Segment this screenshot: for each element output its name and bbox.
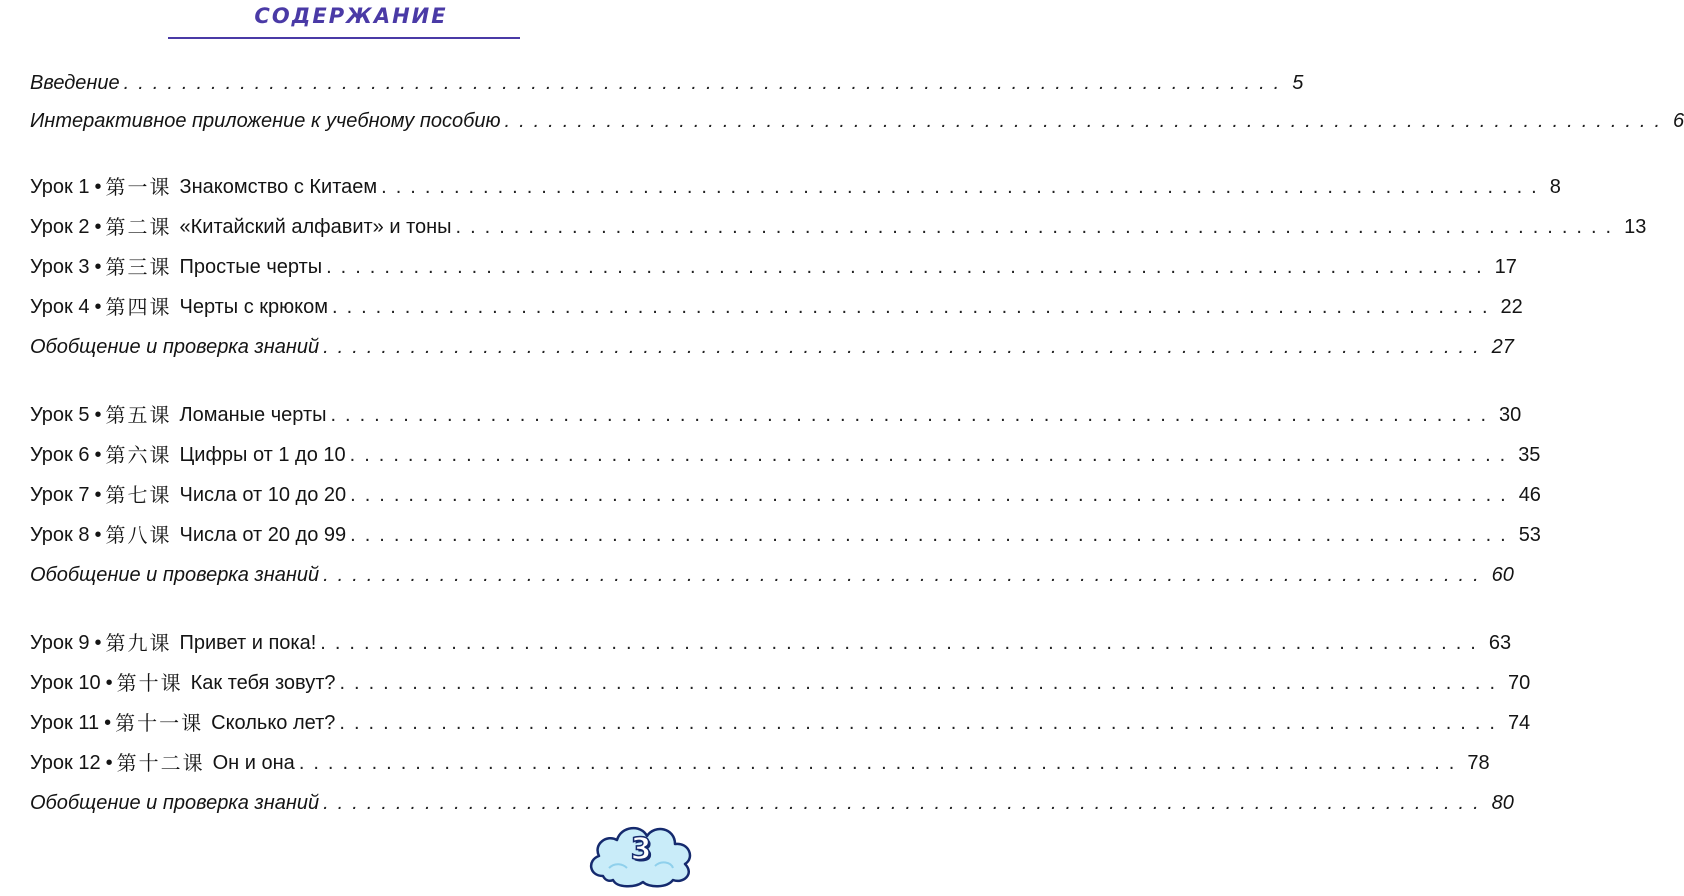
bullet-separator: • [105,672,113,694]
page-number: 78 [1467,752,1490,774]
chinese-title: 第十课 [116,671,183,695]
dot-leader: ................................................................................ [339,712,1504,734]
dot-leader: ................................................................................ [330,404,1496,426]
bullet-separator: • [94,404,102,426]
dot-leader: ................................................................................ [298,752,1464,774]
dot-leader: ................................................................................ [323,336,1488,358]
dot-leader: ................................................................................ [350,484,1515,506]
lesson-title: Сколько лет? [211,712,336,734]
page-number: 70 [1508,672,1531,694]
entry-label: Обобщение и проверка знаний [30,336,320,358]
toc-entry-lesson-1[interactable] [30,172,1561,202]
dot-leader: ................................................................................ [323,564,1488,586]
chinese-title: 第三课 [105,255,172,279]
lesson-number: Урок 10 [30,672,101,694]
dot-leader: ................................................................................ [350,524,1515,546]
page-number: 63 [1488,632,1512,654]
bullet-separator: • [105,752,113,774]
toc-entry-intro[interactable] [30,68,1304,98]
lesson-number: Урок 4 [30,296,90,318]
toc-entry-lesson-4[interactable] [30,292,1523,322]
entry-label: Обобщение и проверка знаний [30,792,320,814]
bullet-separator: • [94,176,102,198]
page-number: 8 [1549,176,1561,198]
page-number: 35 [1518,444,1541,466]
page-number: 46 [1518,484,1541,506]
lesson-title: Привет и пока! [179,632,317,654]
lesson-title: Он и она [212,752,295,774]
lesson-number: Урок 6 [30,444,90,466]
bullet-separator: • [94,632,102,654]
bullet-separator: • [94,444,102,466]
dot-leader: ................................................................................ [323,792,1488,814]
toc-entry-lesson-9[interactable] [30,628,1512,658]
dot-leader: ................................................................................ [381,176,1546,198]
page-number: 60 [1491,564,1514,586]
page-number: 17 [1494,256,1517,278]
lesson-number: Урок 12 [30,752,101,774]
dot-leader: ................................................................................ [320,632,1485,654]
toc-entry-lesson-8[interactable] [30,520,1541,550]
chinese-title: 第十一课 [115,711,204,735]
lesson-number: Урок 3 [30,256,90,278]
chinese-title: 第七课 [105,483,172,507]
toc-entry-review-3[interactable] [30,788,1514,818]
lesson-number: Урок 11 [30,712,100,734]
bullet-separator: • [94,524,102,546]
page-number: 80 [1491,792,1514,814]
toc-entry-lesson-7[interactable] [30,480,1541,510]
entry-label: Интерактивное приложение к учебному пособию [30,110,501,132]
bullet-separator: • [94,296,102,318]
lesson-number: Урок 1 [30,176,90,198]
toc-entry-lesson-10[interactable] [30,668,1531,698]
toc-entry-app[interactable] [30,106,1684,136]
dot-leader: ................................................................................ [332,296,1497,318]
chinese-title: 第九课 [105,631,172,655]
page-title: СОДЕРЖАНИЕ [254,4,448,28]
lesson-number: Урок 5 [30,404,90,426]
toc-entry-lesson-3[interactable] [30,252,1517,282]
dot-leader: ................................................................................ [123,72,1289,94]
dot-leader: ................................................................................ [455,216,1621,238]
chinese-title: 第八课 [105,523,172,547]
page-number: 6 [1673,110,1684,132]
lesson-title: Цифры от 1 до 10 [179,444,346,466]
toc-entry-lesson-6[interactable] [30,440,1541,470]
page-number: 13 [1624,216,1647,238]
page-number: 27 [1491,336,1514,358]
page-number: 30 [1499,404,1522,426]
chinese-title: 第五课 [105,403,172,427]
toc-entry-lesson-12[interactable] [30,748,1490,778]
toc-entry-lesson-11[interactable] [30,708,1531,738]
dot-leader: ................................................................................ [326,256,1491,278]
lesson-title: Числа от 10 до 20 [179,484,347,506]
toc-entry-review-1[interactable] [30,332,1514,362]
chinese-title: 第一课 [105,175,172,199]
page-number: 74 [1507,712,1531,734]
entry-label: Введение [30,72,120,94]
bullet-separator: • [94,484,102,506]
bullet-separator: • [104,712,112,734]
toc-entry-lesson-2[interactable] [30,212,1647,242]
lesson-title: Ломаные черты [179,404,327,426]
page-number: 22 [1500,296,1523,318]
lesson-number: Урок 7 [30,484,90,506]
chinese-title: 第四课 [105,295,172,319]
lesson-title: Черты с крюком [179,296,329,318]
bullet-separator: • [94,256,102,278]
lesson-number: Урок 8 [30,524,90,546]
page-number: 5 [1292,72,1304,94]
dot-leader: ................................................................................ [339,672,1505,694]
lesson-title: Числа от 20 до 99 [179,524,347,546]
entry-label: Обобщение и проверка знаний [30,564,320,586]
toc-entry-lesson-5[interactable] [30,400,1522,430]
lesson-title: Простые черты [179,256,323,278]
chinese-title: 第二课 [105,215,172,239]
lesson-number: Урок 2 [30,216,90,238]
toc-entry-review-2[interactable] [30,560,1514,590]
dot-leader: ................................................................................ [349,444,1515,466]
bullet-separator: • [94,216,102,238]
chinese-title: 第六课 [105,443,172,467]
dot-leader: ................................................................................ [504,110,1670,132]
lesson-number: Урок 9 [30,632,90,654]
page-number-badge: 3 [630,832,652,867]
lesson-title: Знакомство с Китаем [179,176,378,198]
lesson-title: Как тебя зовут? [190,672,336,694]
lesson-title: «Китайский алфавит» и тоны [179,216,452,238]
chinese-title: 第十二课 [116,751,205,775]
page-number: 53 [1518,524,1541,546]
